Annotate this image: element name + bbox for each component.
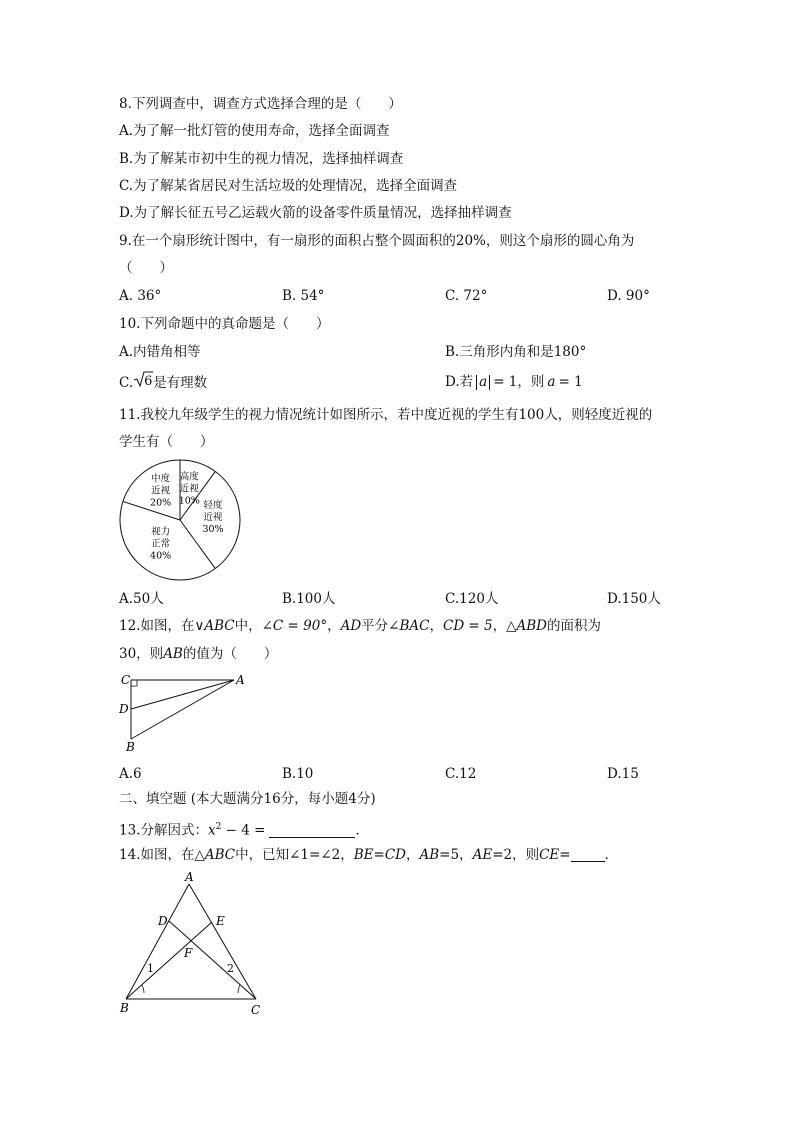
- q12-triangle-figure: [116, 671, 256, 753]
- q12-text-f: ，: [492, 618, 507, 634]
- q10-option-d-mid: = 1，则: [493, 374, 545, 390]
- q12-stem-line2: [119, 645, 277, 663]
- pie-slice-label-line: 高度: [179, 471, 199, 483]
- pie-slice-label-line: 近视: [179, 483, 199, 495]
- q12-option-d: D.15: [607, 766, 639, 782]
- pie-slice-label-line: 视力: [151, 526, 171, 538]
- q14-label-f: F: [184, 946, 193, 960]
- q10-option-c-suffix: 是有理数: [153, 375, 208, 391]
- q14-eq3: =2，则: [492, 847, 540, 863]
- q10-stem: 10.下列命题中的真命题是（ ）: [119, 316, 330, 332]
- q9-paren: （ ）: [119, 260, 173, 276]
- q14-label-d: D: [158, 914, 168, 928]
- q9-option-d: D. 90°: [607, 288, 650, 304]
- abs-value: [476, 375, 490, 390]
- q10-option-d-prefix: D.若: [445, 374, 474, 390]
- q12-label-d: D: [119, 702, 129, 716]
- pie-slice-label: [202, 499, 223, 535]
- pie-slice-label-line: 30%: [202, 524, 224, 535]
- q11-option-d: D.150人: [607, 591, 661, 607]
- q14-eq1: =: [373, 847, 385, 863]
- q14-cd: CD: [384, 847, 406, 863]
- q14-end: ．: [604, 847, 619, 863]
- q11-option-a: A.50人: [119, 591, 164, 607]
- q13-exponent: 2: [215, 822, 222, 832]
- q12-angle-c: ∠C = 90°: [261, 618, 328, 634]
- q14-eq2: =5，: [439, 847, 473, 863]
- q14-label-e: E: [216, 914, 225, 928]
- q12-angle-bac: ∠BAC: [388, 618, 430, 634]
- q12-text-d: 平分: [361, 618, 389, 634]
- q9-option-b: B. 54°: [282, 288, 325, 304]
- q10-option-d-tail: = 1: [558, 374, 583, 390]
- q14-mid1: 中，已知∠1=∠2，: [235, 847, 354, 863]
- section-fill-blank-heading: 二、填空题 (本大题满分16分，每小题4分): [119, 791, 376, 807]
- q10-option-b: B.三角形内角和是180°: [445, 344, 587, 360]
- q12-text-a: 12.如图，在: [119, 618, 195, 634]
- q12-label-a: A: [236, 673, 245, 687]
- pie-slice-label-line: 近视: [151, 485, 171, 497]
- q12-ab: AB: [163, 646, 183, 662]
- pie-slice-label-line: 10%: [178, 495, 200, 507]
- q8-option-b: B.为了解某市初中生的视力情况，选择抽样调查: [119, 151, 404, 167]
- q14-label-b: B: [120, 1001, 129, 1015]
- q14-stem: [119, 846, 618, 864]
- q12-option-b: B.10: [282, 766, 314, 782]
- q14-ab: AB: [419, 847, 440, 863]
- vision-pie-chart: [117, 457, 247, 587]
- q11-stem-line2: 学生有（ ）: [119, 434, 214, 450]
- q12-ad: AD: [340, 618, 362, 634]
- q10-option-c: [119, 373, 207, 392]
- q9-stem: 9.在一个扇形统计图中，有一扇形的面积占整个圆面积的20%，则这个扇形的圆心角为: [119, 233, 635, 249]
- pie-slice-label-line: 40%: [150, 550, 172, 562]
- q12-tri-symbol: ∨: [194, 618, 205, 634]
- q14-prefix: 14.如图，在: [119, 847, 195, 863]
- q11-option-b: B.100人: [282, 591, 336, 607]
- q9-option-a: A. 36°: [119, 288, 162, 304]
- q14-triangle-figure: [114, 869, 274, 1019]
- pie-slice-label-line: 轻度: [203, 500, 223, 511]
- q8-option-c: C.为了解某省居民对生活垃圾的处理情况，选择全面调查: [119, 178, 458, 194]
- q14-tri: △: [194, 847, 205, 863]
- pie-slice-label: [150, 472, 171, 508]
- q14-ce: CE: [539, 847, 560, 863]
- pie-slice-label: [179, 470, 200, 506]
- q14-label-angle2: 2: [227, 962, 234, 975]
- q10-option-d: [445, 373, 583, 391]
- q12-area-value: 30: [119, 646, 137, 662]
- pie-slice-label-line: 正常: [151, 538, 171, 550]
- q12-label-b: B: [126, 740, 135, 753]
- q13-end: ．: [355, 822, 369, 839]
- q9-option-c: C. 72°: [445, 288, 488, 304]
- sqrt-symbol: [133, 373, 153, 389]
- q12-text-b: 中，: [234, 618, 262, 634]
- q14-sep1: ，: [406, 847, 420, 863]
- pie-slice-label-line: 近视: [203, 512, 223, 523]
- q12-text-g: 的面积为: [547, 618, 602, 634]
- q8-option-d: D.为了解长征五号乙运载火箭的设备零件质量情况，选择抽样调查: [119, 205, 512, 221]
- q10-option-a: A.内错角相等: [119, 344, 201, 360]
- pie-slice-label: [150, 526, 171, 562]
- q8-option-a: A.为了解一批灯管的使用寿命，选择全面调查: [119, 123, 390, 139]
- q11-option-c: C.120人: [445, 591, 499, 607]
- q12-text-c: ，: [327, 618, 341, 634]
- abs-var: a: [479, 374, 488, 390]
- q12-abc: ABC: [204, 618, 235, 634]
- q13-var-x: x: [207, 822, 216, 839]
- q12-option-a: A.6: [119, 766, 142, 782]
- pie-slice-label-line: 20%: [150, 497, 172, 509]
- q14-ae: AE: [472, 847, 493, 863]
- q12-label-c: C: [121, 673, 131, 687]
- q8-stem: 8.下列调查中，调查方式选择合理的是（ ）: [119, 96, 402, 112]
- q10-option-c-prefix: C.: [119, 375, 134, 391]
- q13-stem: [119, 818, 369, 840]
- q11-stem-line1: 11.我校九年级学生的视力情况统计如图所示，若中度近视的学生有100人，则轻度近视的: [119, 407, 653, 423]
- q12-text-i: 的值为（ ）: [182, 646, 278, 662]
- pie-slice-label-line: 中度: [151, 473, 171, 485]
- q14-label-angle1: 1: [147, 962, 154, 975]
- q14-label-c: C: [251, 1003, 261, 1017]
- q10-option-d-var2: a: [547, 374, 556, 390]
- sqrt-radicand: 6: [144, 374, 153, 389]
- q13-answer-blank[interactable]: [269, 823, 355, 838]
- q13-rest: − 4 =: [221, 822, 266, 839]
- q12-abd: △ABD: [506, 618, 548, 634]
- q14-answer-blank[interactable]: [571, 847, 605, 862]
- q12-text-e: ，: [429, 618, 443, 634]
- q12-cd: CD = 5: [442, 618, 493, 634]
- q14-abc: ABC: [204, 847, 236, 863]
- q12-stem-line1: [119, 617, 601, 635]
- q14-be: BE: [353, 847, 374, 863]
- q13-prefix: 13.分解因式：: [119, 822, 208, 839]
- q14-eq4: =: [559, 847, 571, 863]
- q14-label-a: A: [185, 870, 194, 884]
- q12-text-h: ，则: [136, 646, 164, 662]
- q12-option-c: C.12: [445, 766, 477, 782]
